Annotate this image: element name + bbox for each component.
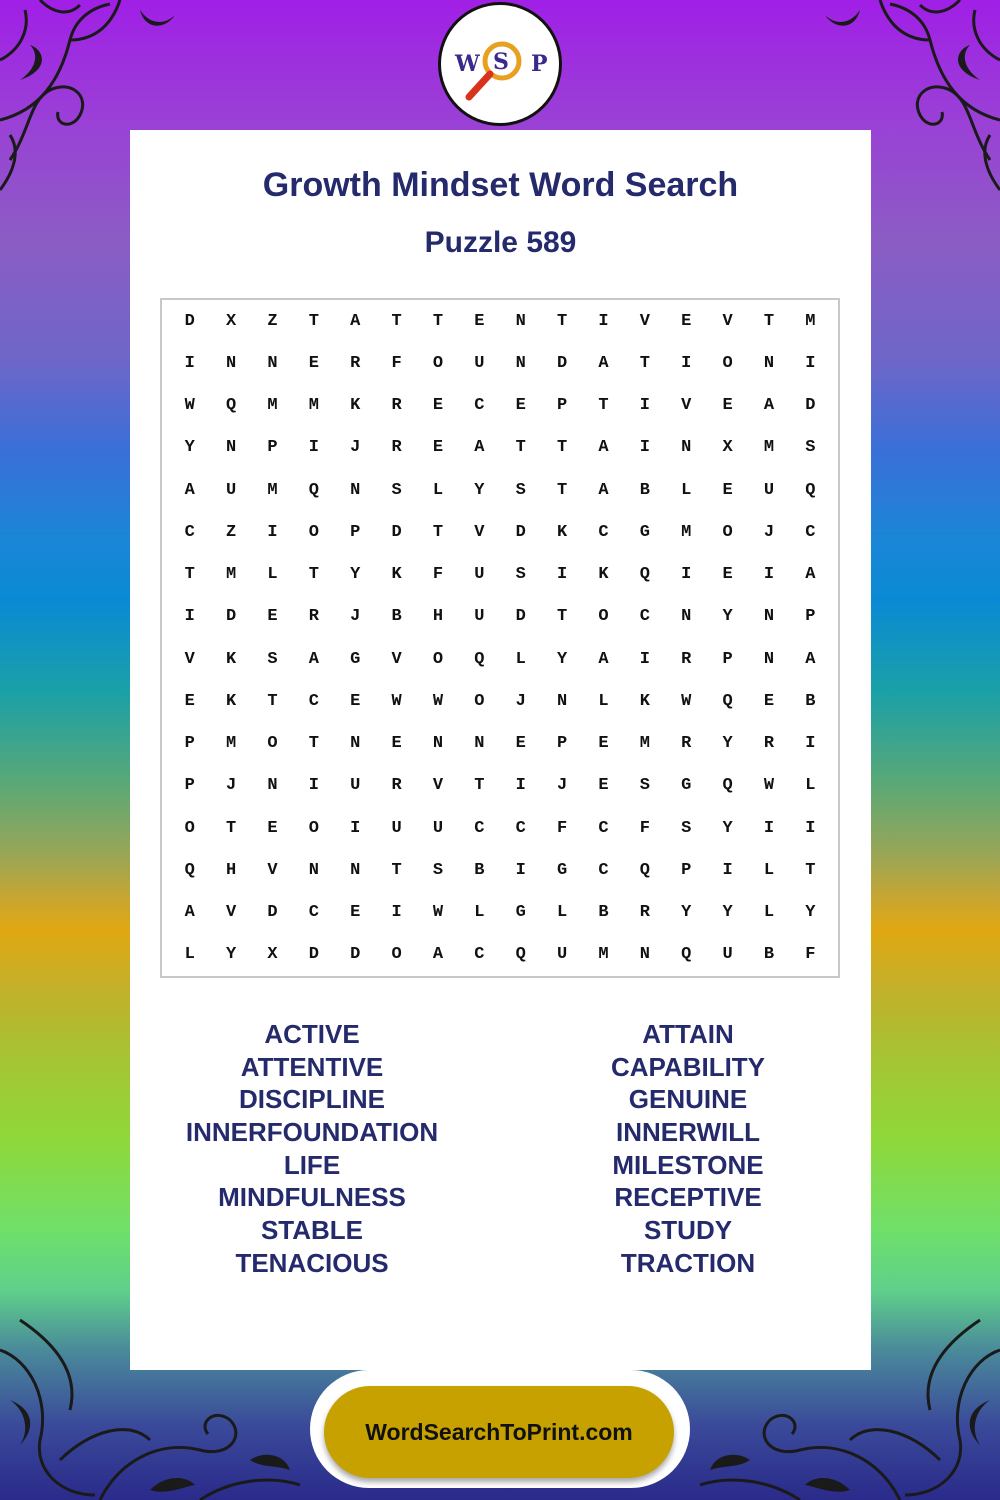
grid-cell[interactable]: P [184,776,195,796]
grid-cell[interactable]: E [350,903,361,923]
grid-cell[interactable]: T [267,691,278,711]
grid-cell[interactable]: S [515,480,526,500]
grid-cell[interactable]: N [763,353,775,373]
grid-cell[interactable]: N [350,734,361,754]
grid-cell[interactable]: I [515,776,526,796]
grid-cell[interactable]: S [432,860,444,880]
grid-cell[interactable]: N [267,776,278,796]
grid-cell[interactable]: W [432,691,444,711]
word-list-item: GENUINE [628,1084,748,1115]
grid-cell[interactable]: I [763,565,775,585]
grid-cell[interactable]: X [225,311,237,331]
grid-cell[interactable]: W [763,776,775,796]
grid-cell[interactable]: O [598,607,609,627]
grid-cell[interactable]: I [308,776,319,796]
grid-cell[interactable]: T [515,438,526,458]
grid-cell[interactable]: S [681,818,692,838]
word-list-item: DISCIPLINE [239,1084,385,1115]
grid-cell[interactable]: Q [639,565,650,585]
grid-cell[interactable]: O [474,691,485,711]
grid-cell[interactable]: P [722,649,733,669]
grid-cell[interactable]: R [350,353,361,373]
grid-cell[interactable]: M [763,438,775,458]
grid-cell[interactable]: T [225,818,237,838]
grid-cell[interactable]: E [722,396,733,416]
grid-cell[interactable]: B [391,607,402,627]
grid-cell[interactable]: O [432,649,444,669]
grid-cell[interactable]: C [184,522,195,542]
grid-cell[interactable]: A [598,353,609,373]
letter-grid[interactable] [160,298,840,978]
grid-cell[interactable]: A [308,649,319,669]
grid-cell[interactable]: L [598,691,609,711]
grid-cell[interactable]: U [556,945,568,965]
grid-cell[interactable]: Y [184,438,195,458]
word-list-item: LIFE [283,1149,341,1180]
grid-cell[interactable]: T [805,860,816,880]
grid-cell[interactable]: E [391,734,402,754]
grid-cell[interactable]: U [225,480,237,500]
grid-cell[interactable]: A [598,649,609,669]
grid-cell[interactable]: N [432,734,444,754]
grid-cell[interactable]: A [184,480,195,500]
grid-cell[interactable]: P [350,522,361,542]
grid-cell[interactable]: D [805,396,816,416]
grid-cell[interactable]: C [308,691,319,711]
grid-cell[interactable]: E [267,818,278,838]
grid-cell[interactable]: T [556,438,568,458]
grid-cell[interactable]: V [225,903,237,923]
grid-cell[interactable]: E [598,776,609,796]
grid-cell[interactable]: V [681,396,692,416]
grid-cell[interactable]: Y [556,649,568,669]
grid-cell[interactable]: Z [225,522,237,542]
grid-cell[interactable]: Y [722,903,733,923]
grid-cell[interactable]: I [267,522,278,542]
grid-cell[interactable]: T [391,860,402,880]
word-list-item: MINDFULNESS [218,1182,406,1213]
grid-cell[interactable]: G [515,903,526,923]
grid-cell[interactable]: O [722,353,733,373]
grid-cell[interactable]: R [681,734,692,754]
grid-cell[interactable]: N [225,438,237,458]
grid-cell[interactable]: V [639,311,650,331]
grid-cell[interactable]: R [391,438,402,458]
grid-cell[interactable]: O [267,734,278,754]
grid-cell[interactable]: O [722,522,733,542]
grid-cell[interactable]: N [763,607,775,627]
grid-cell[interactable]: J [763,522,775,542]
grid-cell[interactable]: E [267,607,278,627]
grid-cell[interactable]: U [391,818,402,838]
grid-cell[interactable]: Q [722,776,733,796]
word-list-item: TRACTION [620,1247,756,1278]
grid-cell[interactable]: N [681,438,692,458]
grid-cell[interactable]: A [432,945,444,965]
grid-cell[interactable]: I [805,734,816,754]
grid-cell[interactable]: N [681,607,692,627]
grid-cell[interactable]: N [350,480,361,500]
grid-cell[interactable]: D [184,311,195,331]
grid-cell[interactable]: V [391,649,402,669]
grid-cell[interactable]: I [391,903,402,923]
grid-cell[interactable]: T [556,607,568,627]
grid-cell[interactable]: N [267,353,278,373]
grid-cell[interactable]: O [308,522,319,542]
grid-cell[interactable]: U [432,818,444,838]
grid-cell[interactable]: Q [722,691,733,711]
grid-cell[interactable]: Q [225,396,237,416]
grid-cell[interactable]: G [639,522,650,542]
grid-cell[interactable]: B [763,945,775,965]
grid-cell[interactable]: I [308,438,319,458]
grid-cell[interactable]: J [556,776,568,796]
word-list-item: ACTIVE [264,1019,360,1049]
grid-cell[interactable]: A [184,903,195,923]
grid-cell[interactable]: V [722,311,733,331]
grid-cell[interactable]: O [432,353,444,373]
grid-cell[interactable]: L [184,945,195,965]
grid-cell[interactable]: U [474,607,485,627]
grid-cell[interactable]: N [474,734,485,754]
grid-cell[interactable]: K [225,691,237,711]
grid-cell[interactable]: M [681,522,692,542]
grid-cell[interactable]: Q [308,480,319,500]
grid-cell[interactable]: R [308,607,319,627]
grid-cell[interactable]: E [308,353,319,373]
grid-cell[interactable]: P [805,607,816,627]
grid-cell[interactable]: Q [515,945,526,965]
grid-cell[interactable]: G [556,860,568,880]
wsp-logo[interactable] [438,2,562,126]
grid-cell[interactable]: K [598,565,609,585]
grid-cell[interactable]: C [598,860,609,880]
grid-cell[interactable]: R [391,396,402,416]
logo-letter-p: P [531,51,548,77]
grid-cell[interactable]: Y [722,818,733,838]
grid-cell[interactable]: I [515,860,526,880]
word-list-item: ATTENTIVE [240,1051,384,1082]
grid-cell[interactable]: I [639,438,650,458]
grid-cell[interactable]: I [184,353,195,373]
grid-cell[interactable]: N [556,691,568,711]
grid-cell[interactable]: K [391,565,402,585]
grid-cell[interactable]: D [308,945,319,965]
grid-cell[interactable]: C [805,522,816,542]
grid-cell[interactable]: C [474,396,485,416]
word-list-item: INNERWILL [616,1117,760,1148]
grid-cell[interactable]: Q [184,860,195,880]
grid-cell[interactable]: A [474,438,485,458]
grid-cell[interactable]: R [391,776,402,796]
grid-cell[interactable]: P [556,734,568,754]
grid-cell[interactable]: E [474,311,485,331]
grid-cell[interactable]: L [556,903,568,923]
grid-cell[interactable]: F [556,818,568,838]
grid-cell[interactable]: T [391,311,402,331]
grid-cell[interactable]: N [763,649,775,669]
grid-cell[interactable]: D [391,522,402,542]
grid-cell[interactable]: A [350,311,361,331]
grid-cell[interactable]: G [681,776,692,796]
grid-cell[interactable]: L [763,860,775,880]
grid-cell[interactable]: E [722,480,733,500]
grid-cell[interactable]: W [391,691,402,711]
grid-cell[interactable]: A [763,396,775,416]
grid-cell[interactable]: T [432,522,444,542]
grid-cell[interactable]: S [391,480,402,500]
grid-cell[interactable]: N [308,860,319,880]
grid-cell[interactable]: O [308,818,319,838]
grid-cell[interactable]: I [350,818,361,838]
word-list-item: TENACIOUS [235,1247,389,1278]
grid-cell[interactable]: L [267,565,278,585]
grid-cell[interactable]: T [763,311,775,331]
grid-cell[interactable]: U [763,480,775,500]
grid-cell[interactable]: I [805,818,816,838]
page-title: Growth Mindset Word Search [262,166,739,204]
grid-cell[interactable]: E [184,691,195,711]
grid-cell[interactable]: N [225,353,237,373]
word-list-item: MILESTONE [612,1149,764,1180]
word-list-item: CAPABILITY [610,1051,766,1082]
grid-cell[interactable]: X [722,438,733,458]
grid-cell[interactable]: J [350,607,361,627]
grid-cell[interactable]: T [184,565,195,585]
grid-cell[interactable]: Y [805,903,816,923]
grid-cell[interactable]: M [598,945,609,965]
grid-cell[interactable]: I [598,311,609,331]
grid-cell[interactable]: L [515,649,526,669]
grid-cell[interactable]: I [639,649,650,669]
grid-cell[interactable]: T [556,311,568,331]
grid-cell[interactable]: U [722,945,733,965]
word-list-item: INNERFOUNDATION [185,1117,439,1148]
grid-cell[interactable]: A [805,565,816,585]
grid-cell[interactable]: Y [225,945,237,965]
grid-cell[interactable]: T [308,565,319,585]
grid-cell[interactable]: I [805,353,816,373]
grid-cell[interactable]: T [308,311,319,331]
grid-cell[interactable]: N [515,353,526,373]
word-list-right [508,1018,868,1280]
grid-cell[interactable]: Q [474,649,485,669]
grid-cell[interactable]: I [639,396,650,416]
grid-cell[interactable]: S [805,438,816,458]
grid-cell[interactable]: T [556,480,568,500]
grid-cell[interactable]: H [225,860,237,880]
grid-cell[interactable]: E [515,734,526,754]
word-list-item: STABLE [260,1215,364,1246]
grid-cell[interactable]: L [763,903,775,923]
grid-cell[interactable]: J [515,691,526,711]
grid-cell[interactable]: P [184,734,195,754]
grid-cell[interactable]: C [639,607,650,627]
grid-cell[interactable]: U [474,565,485,585]
grid-cell[interactable]: H [432,607,444,627]
grid-cell[interactable]: S [639,776,650,796]
grid-cell[interactable]: T [474,776,485,796]
grid-cell[interactable]: C [598,522,609,542]
grid-cell[interactable]: L [432,480,444,500]
grid-cell[interactable]: K [350,396,361,416]
grid-cell[interactable]: E [598,734,609,754]
grid-cell[interactable]: V [474,522,485,542]
logo-letter-s: S [493,49,509,75]
website-link-button[interactable]: WordSearchToPrint.com [324,1386,674,1478]
grid-cell[interactable]: V [432,776,444,796]
grid-cell[interactable]: K [639,691,650,711]
grid-cell[interactable]: B [639,480,650,500]
grid-cell[interactable]: P [556,396,568,416]
grid-cell[interactable]: M [267,480,278,500]
grid-cell[interactable]: P [681,860,692,880]
grid-cell[interactable]: A [598,480,609,500]
grid-cell[interactable]: O [391,945,402,965]
grid-cell[interactable]: Y [722,734,733,754]
grid-cell[interactable]: Q [639,860,650,880]
grid-cell[interactable]: I [722,860,733,880]
grid-cell[interactable]: B [474,860,485,880]
grid-cell[interactable]: J [225,776,237,796]
grid-cell[interactable]: E [432,396,444,416]
logo-letter-w: W [455,51,480,77]
grid-cell[interactable]: W [681,691,692,711]
grid-cell[interactable]: E [722,565,733,585]
grid-cell[interactable]: V [267,860,278,880]
grid-cell[interactable]: C [474,945,485,965]
grid-cell[interactable]: Y [350,565,361,585]
grid-cell[interactable]: X [267,945,278,965]
grid-cell[interactable]: V [184,649,195,669]
grid-cell[interactable]: J [350,438,361,458]
grid-cell[interactable]: W [184,396,195,416]
grid-cell[interactable]: I [184,607,195,627]
grid-cell[interactable]: U [474,353,485,373]
grid-cell[interactable]: D [225,607,237,627]
grid-cell[interactable]: L [681,480,692,500]
grid-cell[interactable]: L [805,776,816,796]
puzzle-number: Puzzle 589 [424,226,577,259]
word-list-left [132,1018,492,1280]
grid-cell[interactable]: P [267,438,278,458]
grid-cell[interactable]: S [515,565,526,585]
grid-cell[interactable]: N [350,860,361,880]
grid-cell[interactable]: F [432,565,444,585]
word-list-item: STUDY [643,1215,733,1246]
grid-cell[interactable]: T [598,396,609,416]
grid-cell[interactable]: C [598,818,609,838]
grid-cell[interactable]: M [639,734,650,754]
grid-cell[interactable]: T [432,311,444,331]
grid-cell[interactable]: C [515,818,526,838]
grid-cell[interactable]: W [432,903,444,923]
grid-cell[interactable]: O [184,818,195,838]
grid-cell[interactable]: R [681,649,692,669]
grid-cell[interactable]: E [515,396,526,416]
grid-cell[interactable]: M [308,396,319,416]
grid-cell[interactable]: F [805,945,816,965]
grid-cell[interactable]: Q [681,945,692,965]
grid-cell[interactable]: D [515,522,526,542]
grid-cell[interactable]: Y [474,480,485,500]
grid-cell[interactable]: T [308,734,319,754]
word-list-item: ATTAIN [642,1019,734,1049]
grid-cell[interactable]: I [556,565,568,585]
grid-cell[interactable]: K [225,649,237,669]
grid-cell[interactable]: E [763,691,775,711]
grid-cell[interactable]: G [350,649,361,669]
grid-cell[interactable]: I [681,565,692,585]
grid-cell[interactable]: B [805,691,816,711]
grid-cell[interactable]: A [805,649,816,669]
grid-cell[interactable]: Q [805,480,816,500]
grid-cell[interactable]: D [267,903,278,923]
grid-cell[interactable]: M [805,311,816,331]
grid-cell[interactable]: N [639,945,650,965]
grid-cell[interactable]: D [556,353,568,373]
grid-cell[interactable]: L [474,903,485,923]
grid-cell[interactable]: M [225,734,237,754]
grid-cell[interactable]: F [391,353,402,373]
puzzle-panel [130,130,871,1370]
grid-cell[interactable]: Y [681,903,692,923]
grid-cell[interactable]: T [639,353,650,373]
grid-cell[interactable]: Z [267,311,278,331]
grid-cell[interactable]: R [763,734,775,754]
grid-cell[interactable]: D [515,607,526,627]
grid-cell[interactable]: E [350,691,361,711]
grid-cell[interactable]: D [350,945,361,965]
grid-cell[interactable]: C [308,903,319,923]
grid-cell[interactable]: M [225,565,237,585]
grid-cell[interactable]: C [474,818,485,838]
grid-cell[interactable]: U [350,776,361,796]
grid-cell[interactable]: K [556,522,568,542]
grid-cell[interactable]: I [763,818,775,838]
grid-cell[interactable]: A [598,438,609,458]
grid-cell[interactable]: R [639,903,650,923]
grid-cell[interactable]: E [681,311,692,331]
grid-cell[interactable]: E [432,438,444,458]
grid-cell[interactable]: Y [722,607,733,627]
grid-cell[interactable]: M [267,396,278,416]
word-list-item: RECEPTIVE [614,1182,762,1213]
grid-cell[interactable]: N [515,311,526,331]
grid-cell[interactable]: S [267,649,278,669]
grid-cell[interactable]: I [681,353,692,373]
grid-cell[interactable]: B [598,903,609,923]
grid-cell[interactable]: F [639,818,650,838]
